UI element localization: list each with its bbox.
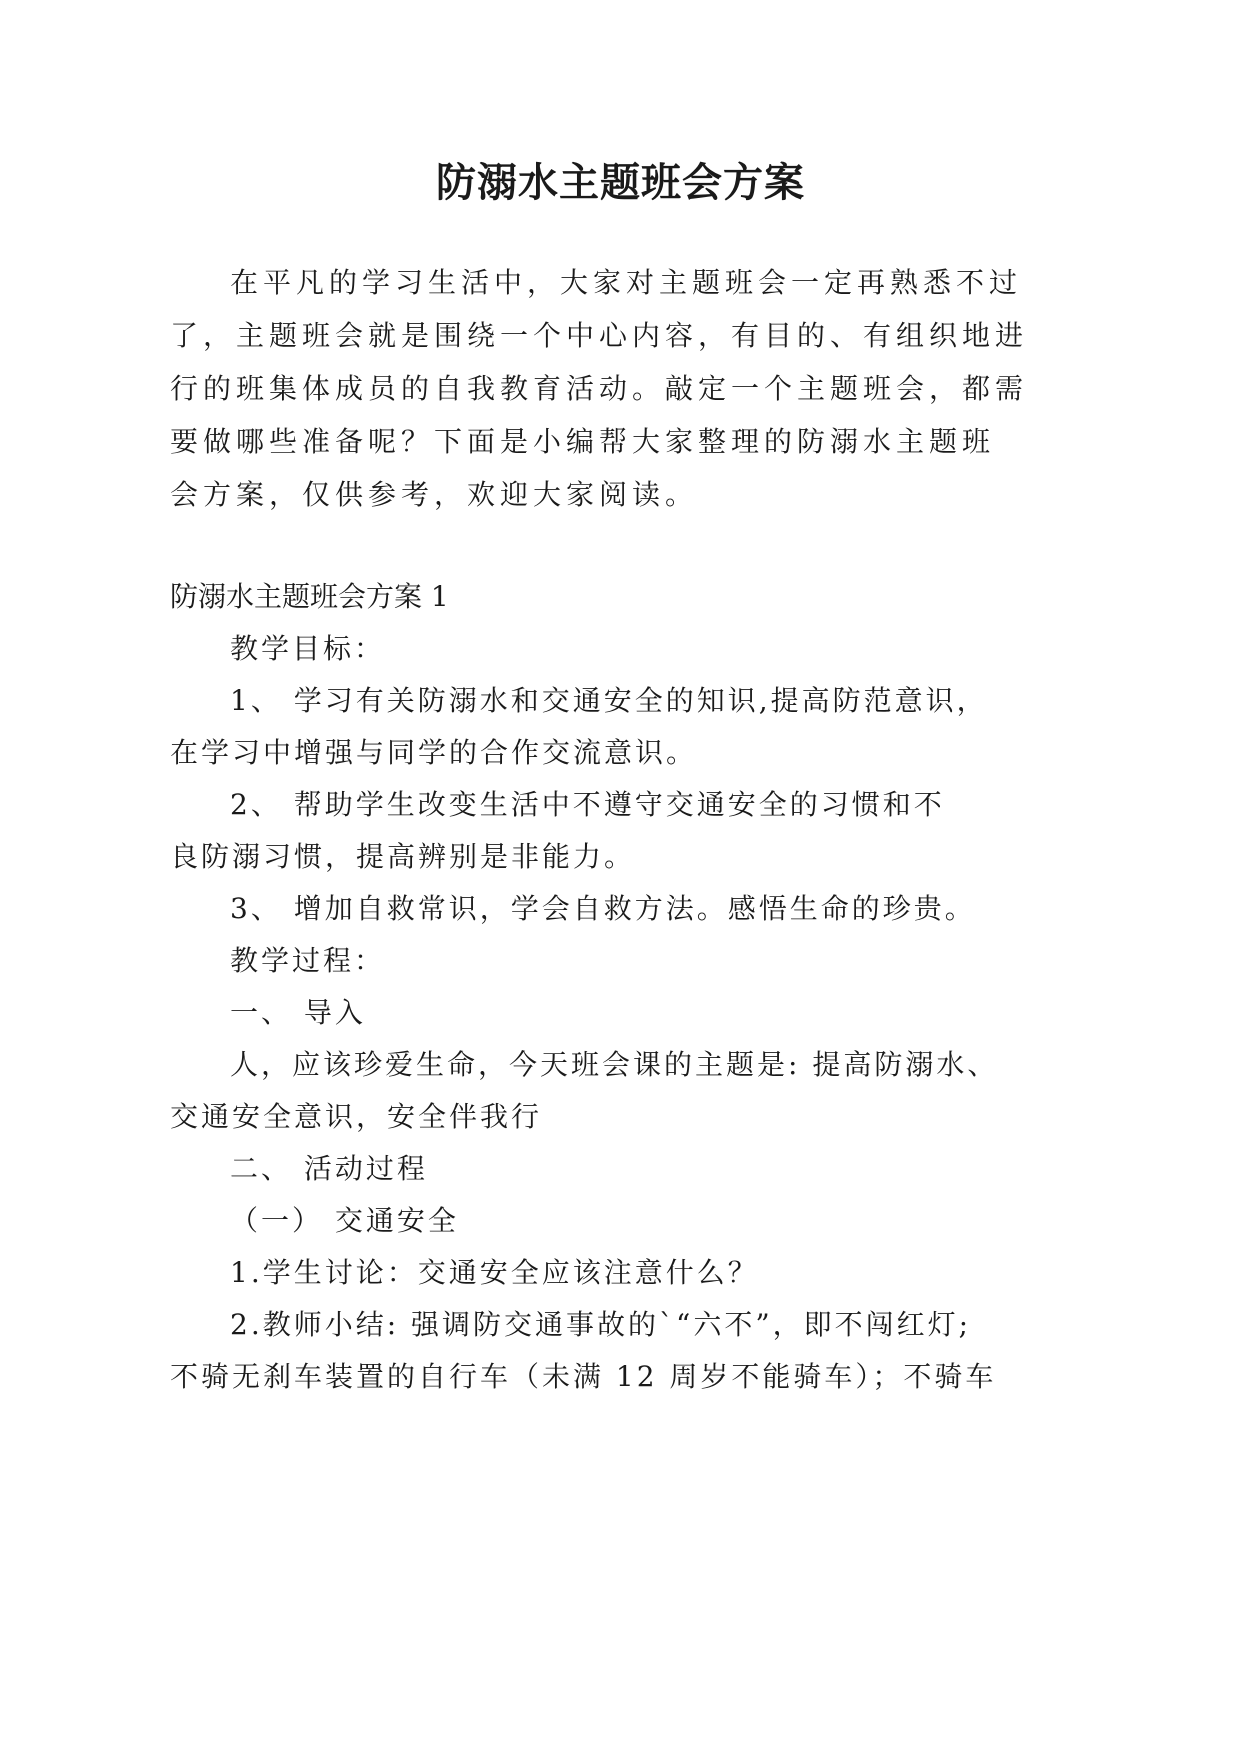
intro-line: 行的班集体成员的自我教育活动。敲定一个主题班会，都需 <box>170 372 1029 405</box>
body-line: 教学目标： <box>230 632 386 665</box>
intro-line: 在平凡的学习生活中，大家对主题班会一定再熟悉不过 <box>230 266 1023 299</box>
body-line: 良防溺习惯，提高辨别是非能力。 <box>170 840 636 873</box>
body-line: 交通安全意识，安全伴我行 <box>170 1100 543 1133</box>
section-heading: 防溺水主题班会方案 1 <box>170 580 449 613</box>
body-line: 2、 帮助学生改变生活中不遵守交通安全的习惯和不 <box>230 788 945 821</box>
body-line: 在学习中增强与同学的合作交流意识。 <box>170 736 698 769</box>
intro-line: 要做哪些准备呢？下面是小编帮大家整理的防溺水主题班 <box>170 425 996 458</box>
body-line: 不骑无刹车装置的自行车（未满 12 周岁不能骑车）；不骑车 <box>170 1360 997 1393</box>
body-line: 二、 活动过程 <box>230 1152 428 1185</box>
body-line: 一、 导入 <box>230 996 366 1029</box>
intro-line: 了，主题班会就是围绕一个中心内容，有目的、有组织地进 <box>170 319 1029 352</box>
intro-line: 会方案，仅供参考，欢迎大家阅读。 <box>170 478 699 511</box>
body-line: 人，应该珍爱生命，今天班会课的主题是: 提高防溺水、 <box>230 1048 999 1081</box>
body-line: 3、 增加自救常识，学会自救方法。感悟生命的珍贵。 <box>230 892 976 925</box>
body-line: 教学过程： <box>230 944 386 977</box>
body-line: （一） 交通安全 <box>230 1204 459 1237</box>
body-line: 1、 学习有关防溺水和交通安全的知识,提高防范意识， <box>230 684 988 717</box>
document-title: 防溺水主题班会方案 <box>436 159 805 206</box>
body-line: 2.教师小结: 强调防交通事故的`“六不”，即不闯红灯; <box>230 1308 972 1341</box>
body-line: 1.学生讨论：交通安全应该注意什么？ <box>230 1256 759 1289</box>
